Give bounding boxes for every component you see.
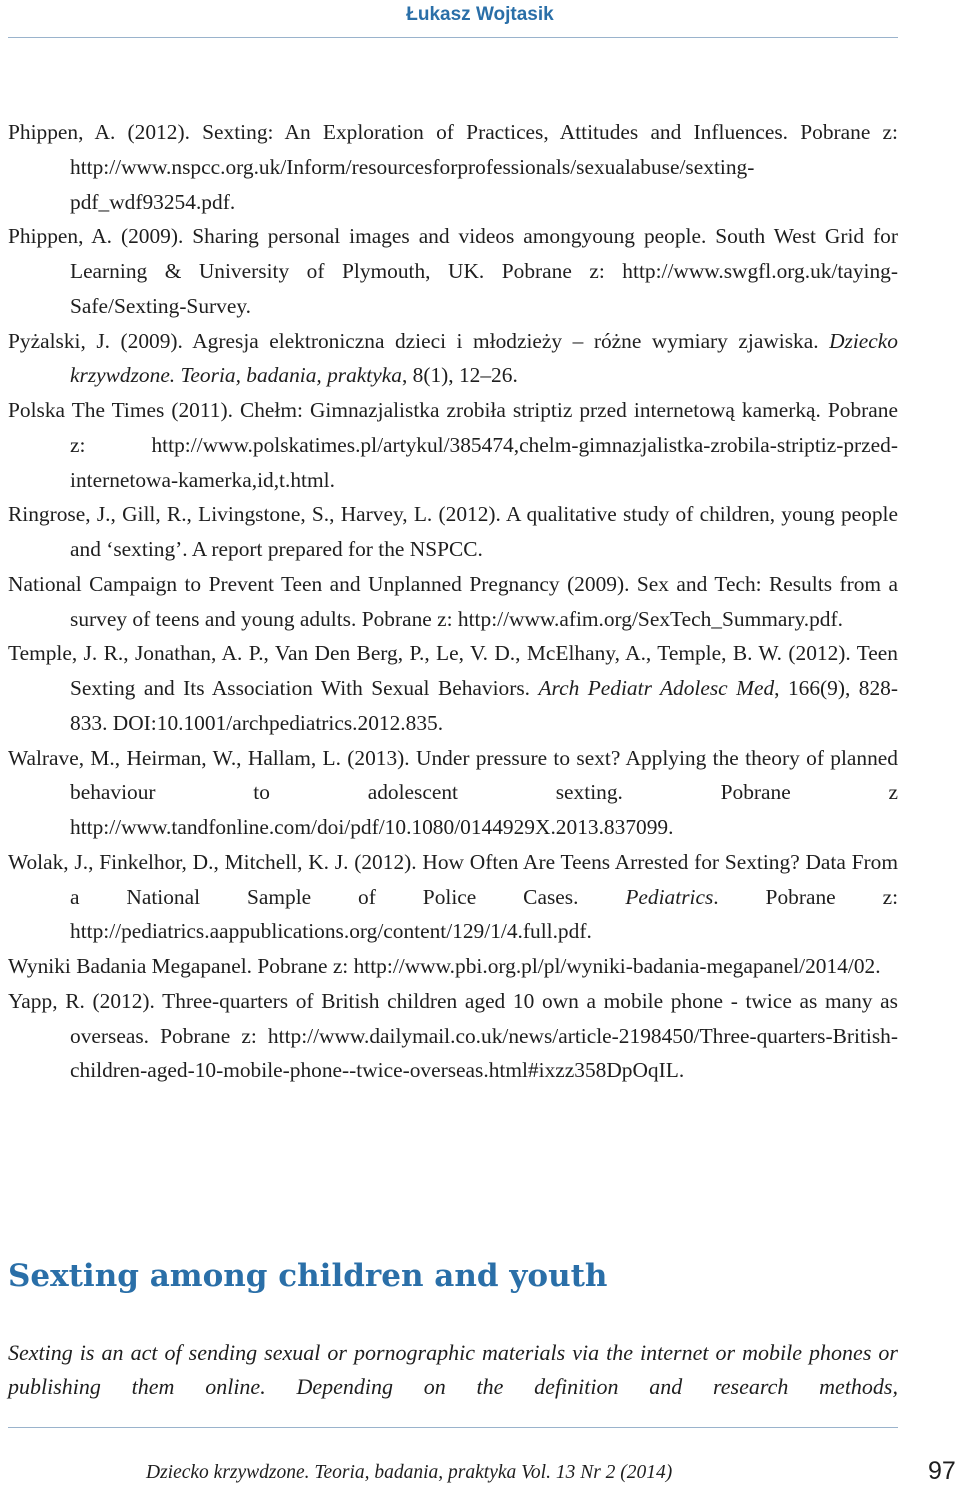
abstract-text: Sexting is an act of sending sexual or pornographic materials via the internet or mobile phones or publishing them online. Depending on the definition and research methods,: [8, 1340, 898, 1399]
reference-text: , 166(9), 828-833. DOI:10.1001/archpediatrics.2012.835.: [70, 676, 898, 735]
reference-source-title: Dziecko krzywdzone. Teoria, badania, praktyka: [70, 328, 898, 388]
reference-entry: [8, 984, 898, 1088]
reference-text: Polska The Times (2011). Chełm: Gimnazjalistka zrobiła striptiz przed internetową kamerką. Pobrane z: http://www.polskatimes.pl/artykul/385474,chelm-gimnazjalistka-zrobila-striptiz-przed-internetowa-kamerka,id,t.html.: [8, 398, 898, 492]
section-title: Sexting among children and youth: [8, 1258, 608, 1294]
reference-text: Temple, J. R., Jonathan, A. P., Van Den Berg, P., Le, V. D., McElhany, A., Temple, B. W. (2012). Teen Sexting and Its Association With Sexual Behaviors.: [8, 641, 898, 700]
reference-text: National Campaign to Prevent Teen and Unplanned Pregnancy (2009). Sex and Tech: Results from a survey of teens and young adults. Pobrane z: http://www.afim.org/SexTech_Summary.pdf.: [8, 571, 898, 631]
reference-text: Wolak, J., Finkelhor, D., Mitchell, K. J. (2012). How Often Are Teens Arrested for Sexting? Data From a National Sample of Police Cases.: [8, 849, 898, 909]
reference-text: Walrave, M., Heirman, W., Hallam, L. (2013). Under pressure to sext? Applying the theory of planned behaviour to adolescent sexting. Pobrane z http://www.tandfonline.com/doi/pdf/10.1080/0144929X.2013.837099.: [8, 745, 898, 839]
reference-entry: [8, 741, 898, 845]
reference-text: , 8(1), 12–26.: [401, 363, 518, 388]
reference-entry: [8, 636, 898, 740]
reference-text: . Pobrane z: http://pediatrics.aappublications.org/content/129/1/4.full.pdf.: [70, 884, 899, 944]
reference-entry: [8, 567, 898, 637]
page-number: 97: [928, 1457, 956, 1485]
reference-text: Wyniki Badania Megapanel. Pobrane z: http://www.pbi.org.pl/pl/wyniki-badania-megapanel/2014/02.: [8, 954, 881, 978]
reference-text: Phippen, A. (2009). Sharing personal images and videos amongyoung people. South West Grid for Learning & University of Plymouth, UK. Pobrane z: http://www.swgfl.org.uk/taying-Safe/Sexting-Survey.: [8, 224, 898, 318]
reference-entry: [8, 115, 898, 219]
reference-source-title: Pediatrics: [625, 884, 714, 909]
reference-entry: [8, 219, 898, 323]
running-header-author: Łukasz Wojtasik: [406, 4, 554, 25]
reference-entry: [8, 324, 898, 394]
footer-journal-title: Dziecko krzywdzone. Teoria, badania, praktyka Vol. 13 Nr 2 (2014): [146, 1462, 673, 1483]
footer-divider: [8, 1427, 898, 1428]
reference-list: [8, 115, 898, 1088]
reference-text: Pyżalski, J. (2009). Agresja elektroniczna dzieci i młodzieży – różne wymiary zjawiska.: [8, 328, 830, 353]
reference-entry: [8, 949, 898, 984]
reference-text: Phippen, A. (2012). Sexting: An Exploration of Practices, Attitudes and Influences. Pobrane z: http://www.nspcc.org.uk/Inform/resourcesforprofessionals/sexualabuse/sexting-pdf_wdf93254.pdf.: [8, 120, 898, 214]
reference-entry: [8, 497, 898, 567]
reference-entry: [8, 393, 898, 497]
reference-entry: [8, 845, 898, 949]
reference-text: Yapp, R. (2012). Three-quarters of British children aged 10 own a mobile phone - twice as many as overseas. Pobrane z: http://www.dailymail.co.uk/news/article-2198450/Three-quarters-British-children-aged-10-mobile-phone--twice-overseas.html#ixzz358DpOqIL.: [8, 988, 898, 1083]
header-divider: [8, 37, 898, 38]
reference-text: Ringrose, J., Gill, R., Livingstone, S., Harvey, L. (2012). A qualitative study of children, young people and ‘sexting’. A report prepared for the NSPCC.: [8, 502, 898, 561]
reference-source-title: Arch Pediatr Adolesc Med: [538, 676, 775, 700]
